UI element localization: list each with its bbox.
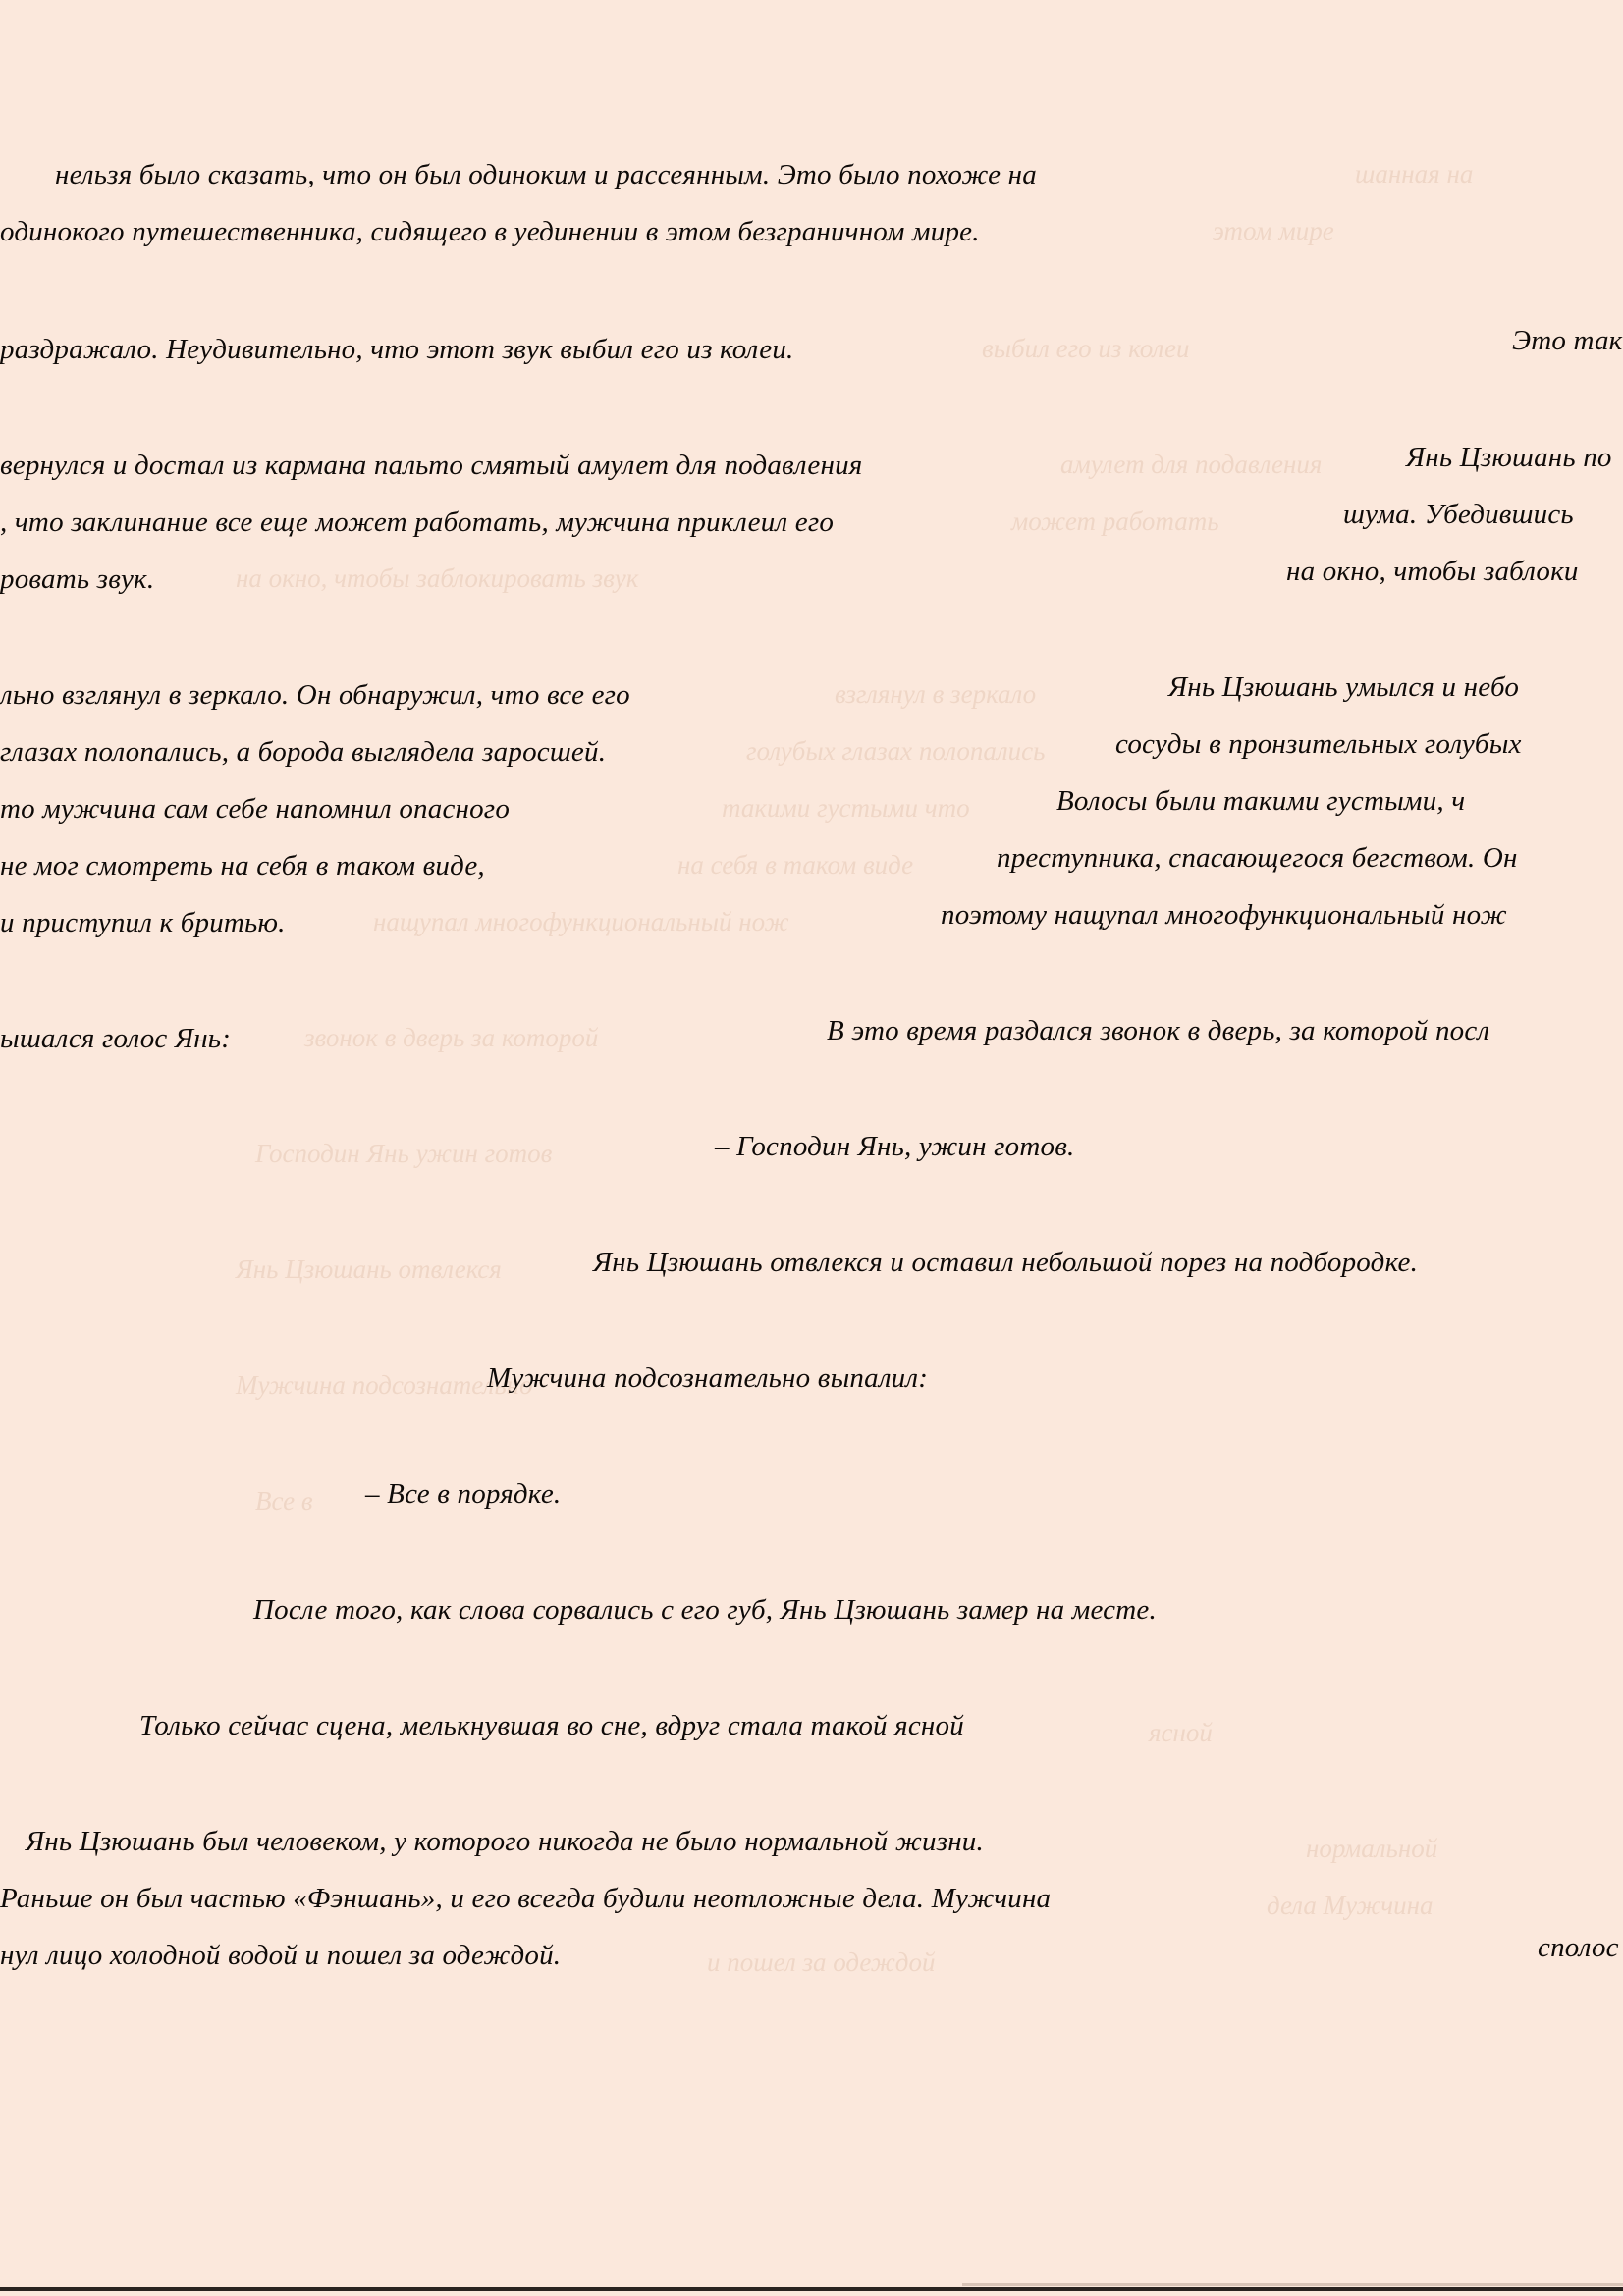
text-line: раздражало. Неудивительно, что этот звук выбил его из колеи. bbox=[0, 334, 794, 365]
ghost-text: звонок в дверь за которой bbox=[304, 1023, 599, 1052]
text-line: сосуды в пронзительных голубых bbox=[1115, 728, 1522, 760]
ghost-text: ясной bbox=[1149, 1718, 1213, 1747]
text-line: Янь Цзюшань по bbox=[1406, 442, 1612, 473]
ghost-text: Мужчина подсознательно bbox=[236, 1370, 533, 1400]
ghost-text: этом мире bbox=[1213, 216, 1334, 245]
ghost-text: Все в bbox=[255, 1486, 313, 1516]
text-line: ровать звук. bbox=[0, 563, 155, 595]
ghost-text: такими густыми что bbox=[722, 793, 970, 823]
ghost-text: на окно, чтобы заблокировать звук bbox=[236, 563, 639, 593]
ghost-text: выбил его из колеи bbox=[982, 334, 1190, 363]
text-line: то мужчина сам себе напомнил опасного bbox=[0, 793, 511, 825]
text-line: одинокого путешественника, сидящего в уединении в этом безграничном мире. bbox=[0, 216, 980, 247]
ghost-text: дела Мужчина bbox=[1267, 1891, 1434, 1920]
ghost-text: Янь Цзюшань отвлекся bbox=[236, 1255, 502, 1284]
text-line: поэтому нащупал многофункциональный нож bbox=[941, 899, 1507, 931]
ghost-text: нормальной bbox=[1306, 1834, 1438, 1863]
text-line: Янь Цзюшань отвлекся и оставил небольшой порез на подбородке. bbox=[593, 1247, 1419, 1278]
ghost-text: нащупал многофункциональный нож bbox=[373, 907, 789, 936]
text-line: В это время раздался звонок в дверь, за которой посл bbox=[827, 1015, 1490, 1046]
text-line: Янь Цзюшань умылся и небо bbox=[1168, 671, 1520, 703]
text-line: – Господин Янь, ужин готов. bbox=[715, 1131, 1075, 1162]
text-line: Это так bbox=[1512, 325, 1623, 356]
text-line: Янь Цзюшань был человеком, у которого никогда не было нормальной жизни. bbox=[26, 1826, 984, 1857]
text-line: Мужчина подсознательно выпалил: bbox=[487, 1362, 929, 1394]
text-line: преступника, спасающегося бегством. Он bbox=[997, 842, 1518, 874]
ghost-text: амулет для подавления bbox=[1060, 450, 1323, 479]
ghost-text: на себя в таком виде bbox=[677, 850, 914, 880]
text-line: льно взглянул в зеркало. Он обнаружил, что все его bbox=[0, 679, 630, 711]
text-line: не мог смотреть на себя в таком виде, bbox=[0, 850, 485, 881]
ghost-text: взглянул в зеркало bbox=[835, 679, 1037, 709]
ghost-text: и пошел за одеждой bbox=[707, 1948, 936, 1977]
ghost-text: может работать bbox=[1011, 507, 1219, 536]
text-line: нельзя было сказать, что он был одиноким и рассеянным. Это было похоже на bbox=[55, 159, 1037, 190]
text-line: на окно, чтобы заблоки bbox=[1286, 556, 1579, 587]
text-line: глазах полопались, а борода выглядела заросшей. bbox=[0, 736, 607, 768]
ghost-text: шанная на bbox=[1355, 159, 1474, 188]
text-line: , что заклинание все еще может работать, мужчина приклеил его bbox=[0, 507, 835, 538]
text-line: нул лицо холодной водой и пошел за одеждой. bbox=[0, 1940, 562, 1971]
text-line: ышался голос Янь: bbox=[0, 1023, 232, 1054]
text-line: шума. Убедившись bbox=[1343, 499, 1574, 530]
bottom-border bbox=[0, 2287, 1623, 2291]
ghost-text: голубых глазах полопались bbox=[746, 736, 1046, 766]
text-line: Раньше он был частью «Фэншань», и его всегда будили неотложные дела. Мужчина bbox=[0, 1883, 1052, 1914]
text-line: сполос bbox=[1538, 1932, 1619, 1963]
divider bbox=[962, 2283, 1623, 2286]
text-line: вернулся и достал из кармана пальто смятый амулет для подавления bbox=[0, 450, 863, 481]
text-line: и приступил к бритью. bbox=[0, 907, 286, 938]
text-line: После того, как слова сорвались с его губ, Янь Цзюшань замер на месте. bbox=[253, 1594, 1157, 1626]
text-line: Только сейчас сцена, мелькнувшая во сне, вдруг стала такой ясной bbox=[139, 1710, 964, 1741]
text-line: Волосы были такими густыми, ч bbox=[1056, 785, 1466, 817]
ghost-text: Господин Янь ужин готов bbox=[255, 1139, 553, 1168]
text-line: – Все в порядке. bbox=[365, 1478, 562, 1510]
